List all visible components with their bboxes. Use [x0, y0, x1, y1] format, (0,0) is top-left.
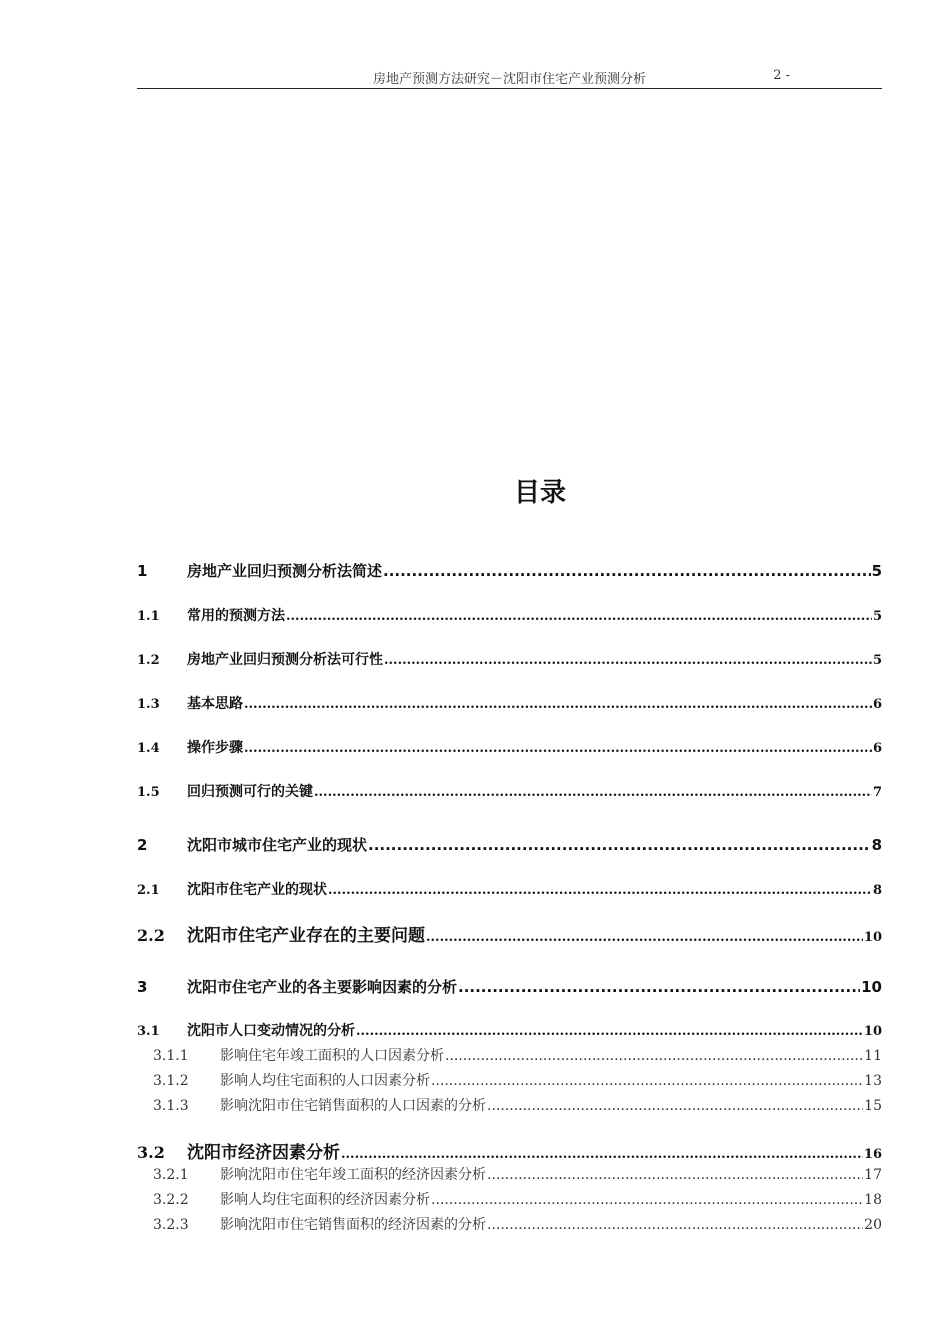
- toc-leader: [314, 785, 872, 800]
- toc-page: 20: [864, 1217, 882, 1233]
- toc-entry[interactable]: [153, 1164, 882, 1184]
- toc-entry[interactable]: [153, 1045, 882, 1065]
- toc-entry[interactable]: [137, 649, 882, 669]
- toc-number: 3.1.1: [153, 1048, 189, 1064]
- toc-entry[interactable]: [137, 605, 882, 625]
- toc-number: 1.1: [137, 609, 160, 624]
- toc-text: 常用的预测方法: [187, 608, 285, 624]
- toc-entry[interactable]: [137, 879, 882, 899]
- toc-number: 3.2.2: [153, 1192, 189, 1208]
- toc-leader: [487, 1217, 863, 1233]
- toc-number: 1.4: [137, 741, 160, 756]
- toc-page: 5: [872, 653, 882, 668]
- toc-text: 回归预测可行的关键: [187, 784, 313, 800]
- toc-page: 8: [871, 836, 882, 854]
- toc-leader: [431, 1192, 863, 1208]
- toc-text: 影响人均住宅面积的人口因素分析: [220, 1073, 430, 1089]
- toc-entry[interactable]: [137, 1138, 882, 1163]
- toc-leader: [286, 609, 872, 624]
- toc-number: 3.1: [137, 1024, 160, 1039]
- toc-entry[interactable]: [153, 1070, 882, 1090]
- toc-leader: [458, 978, 860, 996]
- toc-number: 3.2: [137, 1143, 165, 1162]
- toc-entry[interactable]: [137, 1020, 882, 1040]
- toc-page: 11: [864, 1048, 882, 1064]
- toc-leader: [487, 1098, 863, 1114]
- toc-text: 沈阳市住宅产业存在的主要问题: [187, 926, 425, 946]
- toc-page: 5: [872, 609, 882, 624]
- toc-number: 3.1.2: [153, 1073, 189, 1089]
- toc-leader: [328, 883, 872, 898]
- toc-leader: [368, 836, 871, 854]
- toc-page: 17: [864, 1167, 882, 1183]
- toc-number: 3.1.3: [153, 1098, 189, 1114]
- toc-text: 操作步骤: [187, 740, 243, 756]
- toc-number: 2.1: [137, 883, 160, 898]
- toc-entry[interactable]: [153, 1214, 882, 1234]
- toc-number: 3.2.3: [153, 1217, 189, 1233]
- toc-leader: [445, 1048, 863, 1064]
- toc-text: 影响沈阳市住宅销售面积的人口因素的分析: [220, 1098, 486, 1114]
- toc-number: 2: [137, 836, 148, 854]
- toc-page: 6: [872, 741, 882, 756]
- toc-number: 1.3: [137, 697, 160, 712]
- toc-page: 5: [871, 562, 882, 580]
- toc-number: 1.2: [137, 653, 160, 668]
- toc-entry[interactable]: [153, 1095, 882, 1115]
- toc-entry[interactable]: [137, 921, 882, 946]
- toc-leader: [341, 1147, 863, 1162]
- toc-text: 基本思路: [187, 696, 243, 712]
- toc-leader: [384, 653, 872, 668]
- toc-number: 2.2: [137, 926, 165, 945]
- toc-leader: [244, 741, 872, 756]
- toc-text: 房地产业回归预测分析法简述: [187, 562, 383, 580]
- toc-page: 10: [861, 978, 882, 996]
- page-header: [137, 66, 882, 89]
- toc-text: 影响人均住宅面积的经济因素分析: [220, 1192, 430, 1208]
- toc-text: 影响住宅年竣工面积的人口因素分析: [220, 1048, 444, 1064]
- toc-number: 3: [137, 978, 148, 996]
- header-page-number: 2 -: [773, 68, 790, 83]
- toc-number: 3.2.1: [153, 1167, 189, 1183]
- toc-number: 1.5: [137, 785, 160, 800]
- toc-title: 目录: [513, 478, 566, 508]
- toc-page: 7: [872, 785, 882, 800]
- toc-leader: [383, 562, 871, 580]
- toc-text: 沈阳市住宅产业的现状: [187, 882, 327, 898]
- toc-entry[interactable]: [137, 781, 882, 801]
- toc-text: 沈阳市住宅产业的各主要影响因素的分析: [187, 978, 458, 996]
- toc-leader: [426, 930, 863, 945]
- toc-page: 15: [864, 1098, 882, 1114]
- toc-page: 13: [864, 1073, 882, 1089]
- toc-entry[interactable]: [137, 834, 882, 855]
- toc-text: 房地产业回归预测分析法可行性: [187, 652, 383, 668]
- toc-text: 沈阳市人口变动情况的分析: [187, 1023, 355, 1039]
- toc-leader: [487, 1167, 863, 1183]
- toc-entry[interactable]: [137, 737, 882, 757]
- toc-entry[interactable]: [137, 693, 882, 713]
- toc-entry[interactable]: [137, 976, 882, 997]
- toc-page: 18: [864, 1192, 882, 1208]
- toc-text: 沈阳市经济因素分析: [187, 1143, 340, 1163]
- toc-page: 10: [863, 930, 882, 945]
- toc-text: 影响沈阳市住宅销售面积的经济因素的分析: [220, 1217, 486, 1233]
- toc-leader: [356, 1024, 863, 1039]
- toc-leader: [244, 697, 872, 712]
- toc-number: 1: [137, 562, 148, 580]
- toc-page: 8: [872, 883, 882, 898]
- toc-entry[interactable]: [137, 560, 882, 581]
- header-title: 房地产预测方法研究－沈阳市住宅产业预测分析: [372, 72, 646, 87]
- toc-entry[interactable]: [153, 1189, 882, 1209]
- toc-text: 影响沈阳市住宅年竣工面积的经济因素分析: [220, 1167, 486, 1183]
- toc-page: 10: [863, 1024, 882, 1039]
- toc-page: 6: [872, 697, 882, 712]
- toc-leader: [431, 1073, 863, 1089]
- toc-text: 沈阳市城市住宅产业的现状: [187, 836, 368, 854]
- toc-page: 16: [863, 1147, 882, 1162]
